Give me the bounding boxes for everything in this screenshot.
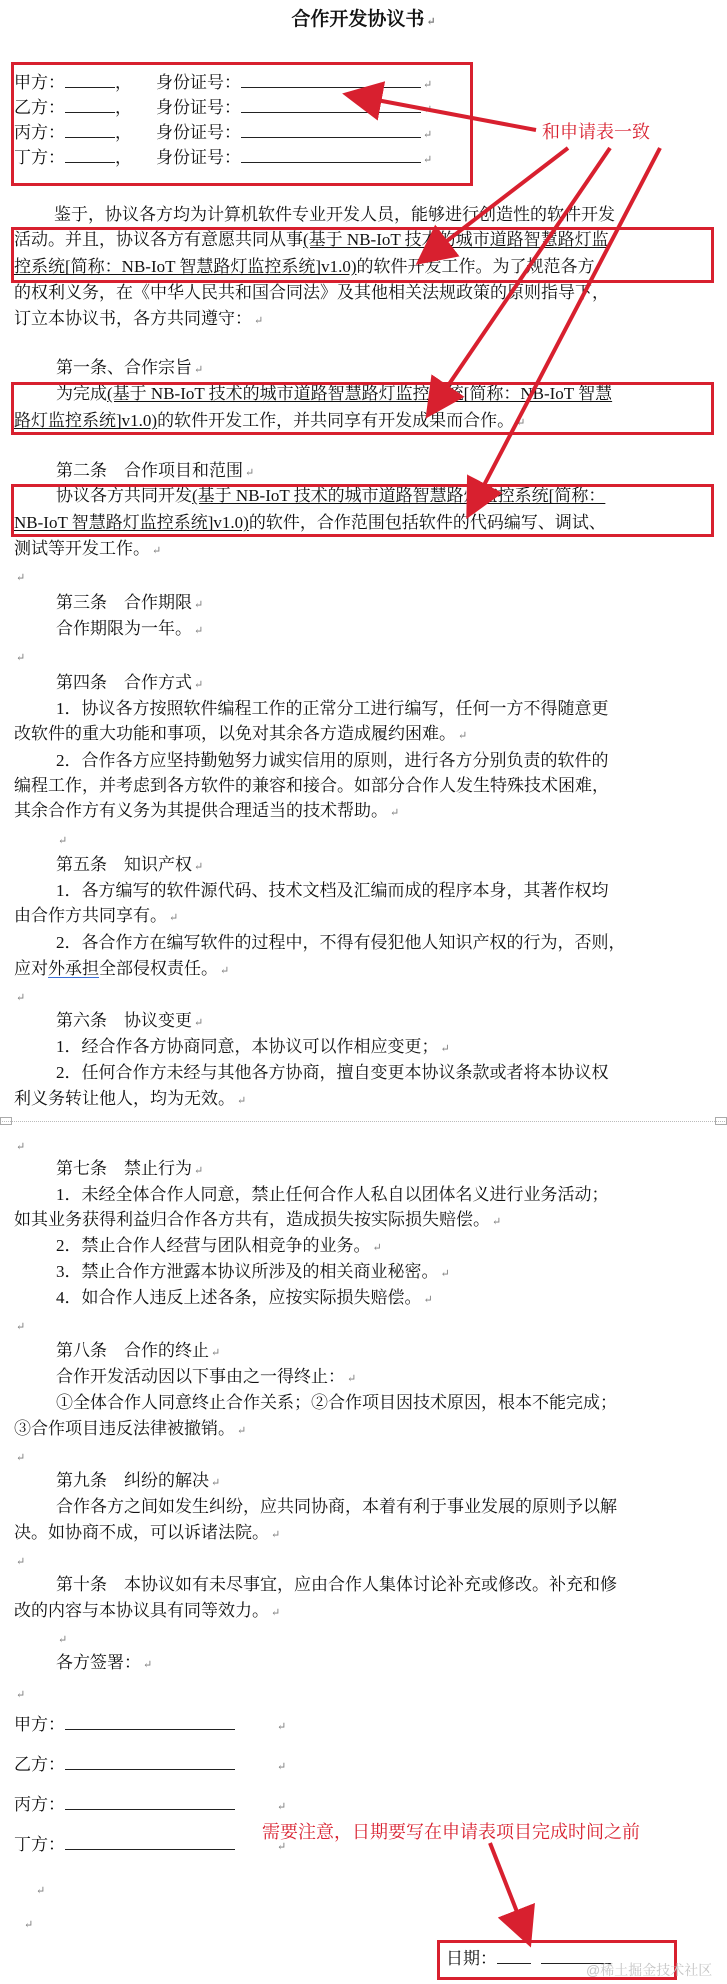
article-1-line-1: 为完成(基于 NB-IoT 技术的城市道路智慧路灯监控系统[简称：NB-IoT 智慧 bbox=[56, 384, 613, 403]
article-7-line-1: 1．未经全体合作人同意，禁止任何合作人私自以团体名义进行业务活动； bbox=[56, 1185, 609, 1204]
article-9-line-1: 合作各方之间如发生纠纷，应共同协商，本着有利于事业发展的原则予以解 bbox=[56, 1497, 617, 1516]
article-6-line-2: 2．任何合作方未经与其他各方协商，擅自变更本协议条款或者将本协议权 bbox=[56, 1063, 609, 1082]
article-6-line-3: 利义务转让他人，均为无效。 ↵ bbox=[14, 1089, 247, 1108]
article-9-heading: 第九条 纠纷的解决 ↵ bbox=[56, 1471, 221, 1490]
article-5-line-3: 2．各合作方在编写软件的过程中，不得有侵犯他人知识产权的行为，否则， bbox=[56, 933, 626, 952]
party-row-2: 乙方： ， 身份证号： ↵ bbox=[14, 98, 433, 117]
signature-row-3: 丙方： ↵ bbox=[14, 1795, 287, 1814]
article-10-line-2: 改的内容与本协议具有同等效力。 ↵ bbox=[14, 1601, 281, 1620]
article-8-line-2: ①全体合作人同意终止合作关系；②合作项目因技术原因，根本不能完成； bbox=[56, 1393, 617, 1412]
article-8-heading: 第八条 合作的终止 ↵ bbox=[56, 1341, 221, 1360]
article-2-line-1: 协议各方共同开发(基于 NB-IoT 技术的城市道路智慧路灯监控系统[简称： bbox=[56, 486, 606, 505]
article-5-line-1: 1．各方编写的软件源代码、技术文档及汇编而成的程序本身，其著作权均 bbox=[56, 881, 609, 900]
preamble-line-5: 订立本协议书，各方共同遵守： ↵ bbox=[14, 309, 264, 328]
party-row-1: 甲方： ， 身份证号： ↵ bbox=[14, 73, 433, 92]
article-6-heading: 第六条 协议变更 ↵ bbox=[56, 1011, 204, 1030]
article-5-line-2: 由合作方共同享有。 ↵ bbox=[14, 906, 179, 925]
signature-row-2: 乙方： ↵ bbox=[14, 1755, 287, 1774]
article-8-line-1: 合作开发活动因以下事由之一得终止： ↵ bbox=[56, 1367, 357, 1386]
annotation-consistent-text: 和申请表一致 bbox=[542, 122, 650, 142]
preamble-line-1: 鉴于，协议各方均为计算机软件专业开发人员，能够进行创造性的软件开发 bbox=[54, 205, 615, 224]
watermark: @稀土掘金技术社区 bbox=[586, 1962, 713, 1978]
signature-label: 各方签署： ↵ bbox=[56, 1653, 153, 1672]
paragraph-mark: ↵ bbox=[426, 16, 436, 28]
article-7-line-4: 3．禁止合作方泄露本协议所涉及的相关商业秘密。 ↵ bbox=[56, 1262, 450, 1281]
article-2-heading: 第二条 合作项目和范围 ↵ bbox=[56, 461, 255, 480]
article-4-line-3: 2．合作各方应坚持勤勉努力诚实信用的原则，进行各方分别负责的软件的 bbox=[56, 751, 609, 770]
article-4-line-2: 改软件的重大功能和事项，以免对其余各方造成履约困难。 ↵ bbox=[14, 724, 468, 743]
article-3-heading: 第三条 合作期限 ↵ bbox=[56, 593, 204, 612]
article-4-line-4: 编程工作，并考虑到各方软件的兼容和接合。如部分合作人发生特殊技术困难， bbox=[14, 776, 609, 795]
article-1-line-2: 路灯监控系统]v1.0)的软件开发工作，并共同享有开发成果而合作。 ↵ bbox=[14, 411, 526, 430]
empty-paragraph: ↵ bbox=[16, 1452, 26, 1464]
empty-paragraph: ↵ bbox=[16, 652, 26, 664]
preamble-line-2: 活动。并且，协议各方有意愿共同从事(基于 NB-IoT 技术的城市道路智慧路灯监 bbox=[14, 230, 609, 249]
empty-paragraph: ↵ bbox=[16, 1689, 26, 1701]
arrow-to-date bbox=[490, 1843, 528, 1940]
article-3-body: 合作期限为一年。 ↵ bbox=[56, 619, 204, 638]
article-7-line-5: 4．如合作人违反上述各条，应按实际损失赔偿。 ↵ bbox=[56, 1288, 433, 1307]
empty-paragraph: ↵ bbox=[24, 1919, 34, 1931]
article-7-line-3: 2．禁止合作人经营与团队相竞争的业务。 ↵ bbox=[56, 1236, 382, 1255]
article-7-heading: 第七条 禁止行为 ↵ bbox=[56, 1159, 204, 1178]
article-2-line-3: 测试等开发工作。 ↵ bbox=[14, 539, 162, 558]
article-2-line-2: NB-IoT 智慧路灯监控系统]v1.0)的软件，合作范围包括软件的代码编写、调试、 bbox=[14, 513, 606, 532]
empty-paragraph: ↵ bbox=[16, 992, 26, 1004]
preamble-line-3: 控系统[简称：NB-IoT 智慧路灯监控系统]v1.0)的软件开发工作。为了规范各方 bbox=[14, 257, 595, 276]
article-5-line-4: 应对外承担全部侵权责任。 ↵ bbox=[14, 959, 230, 978]
date-row: 日期： bbox=[446, 1948, 611, 1970]
article-10-line-1: 第十条 本协议如有未尽事宜，应由合作人集体讨论补充或修改。补充和修 bbox=[56, 1575, 617, 1594]
arrow-to-id-field bbox=[350, 95, 536, 130]
document-title: 合作开发协议书 ↵ bbox=[291, 9, 436, 30]
empty-paragraph: ↵ bbox=[16, 1321, 26, 1333]
article-4-line-5: 其余合作方有义务为其提供合理适当的技术帮助。 ↵ bbox=[14, 801, 400, 820]
preamble-line-4: 的权利义务，在《中华人民共和国合同法》及其他相关法规政策的原则指导下， bbox=[14, 283, 609, 302]
article-6-line-1: 1．经合作各方协商同意，本协议可以作相应变更； ↵ bbox=[56, 1037, 450, 1056]
empty-paragraph: ↵ bbox=[58, 835, 68, 847]
party-row-3: 丙方： ， 身份证号： ↵ bbox=[14, 123, 433, 142]
empty-paragraph: ↵ bbox=[58, 1634, 68, 1646]
empty-paragraph: ↵ bbox=[16, 572, 26, 584]
signature-row-4: 丁方： ↵ bbox=[14, 1835, 287, 1854]
empty-paragraph: ↵ bbox=[16, 1556, 26, 1568]
article-7-line-2: 如其业务获得利益归合作各方共有，造成损失按实际损失赔偿。 ↵ bbox=[14, 1210, 502, 1229]
article-8-line-3: ③合作项目违反法律被撤销。 ↵ bbox=[14, 1419, 247, 1438]
empty-paragraph: ↵ bbox=[16, 1141, 26, 1153]
article-9-line-2: 决。如协商不成，可以诉诸法院。 ↵ bbox=[14, 1523, 281, 1542]
party-row-4: 丁方： ， 身份证号： ↵ bbox=[14, 148, 433, 167]
article-1-heading: 第一条、合作宗旨 ↵ bbox=[56, 358, 204, 377]
empty-paragraph: ↵ bbox=[36, 1885, 46, 1897]
arrow-to-article-1 bbox=[430, 148, 610, 412]
article-4-line-1: 1．协议各方按照软件编程工作的正常分工进行编写，任何一方不得随意更 bbox=[56, 699, 609, 718]
signature-row-1: 甲方： ↵ bbox=[14, 1715, 287, 1734]
annotation-date-text: 需要注意，日期要写在申请表项目完成时间之前 bbox=[262, 1822, 640, 1842]
article-4-heading: 第四条 合作方式 ↵ bbox=[56, 673, 204, 692]
article-5-heading: 第五条 知识产权 ↵ bbox=[56, 855, 204, 874]
